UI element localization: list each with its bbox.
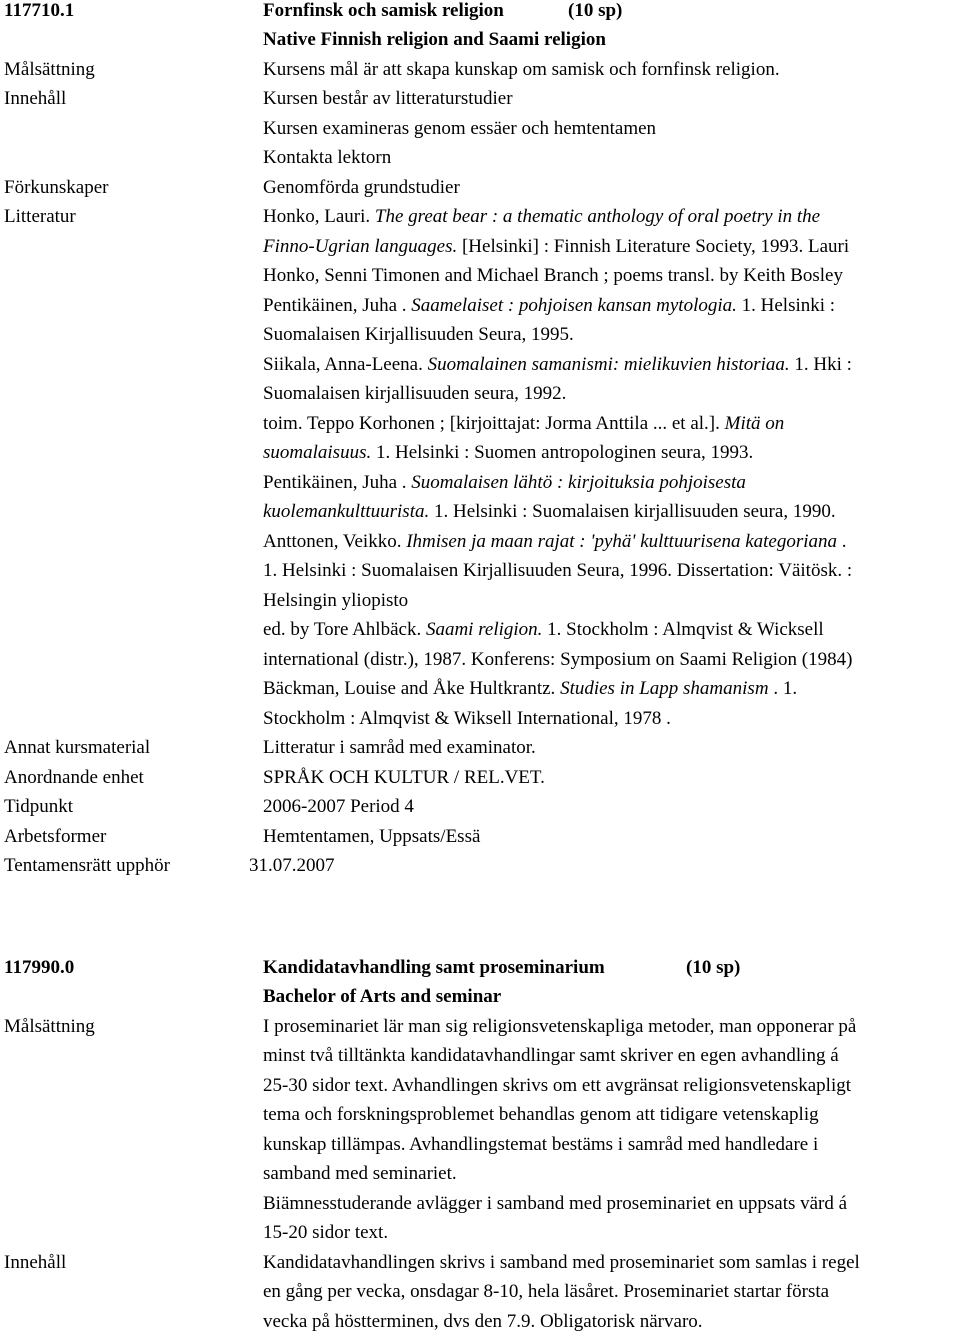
innehall-line: vecka på höstterminen, dvs den 7.9. Obligatorisk närvaro. (263, 1311, 703, 1332)
literature-line: suomalaisuus. 1. Helsinki : Suomen antropologinen seura, 1993. (263, 442, 754, 463)
literature-line: Honko, Lauri. The great bear : a thematic anthology of oral poetry in the (263, 206, 821, 227)
malsattning-line: kunskap tillämpas. Avhandlingstemat bestäms i samråd med handledare i (263, 1134, 819, 1155)
annat-kursmaterial-text: Litteratur i samråd med examinator. (263, 737, 536, 758)
innehall-line: Kontakta lektorn (263, 147, 392, 168)
innehall-line: Kursen består av litteraturstudier (263, 88, 513, 109)
label-forkunskaper: Förkunskaper (4, 177, 109, 198)
literature-line: Honko, Senni Timonen and Michael Branch ; poems transl. by Keith Bosley (263, 265, 843, 286)
label-anordnande-enhet: Anordnande enhet (4, 767, 144, 788)
label-malsattning: Målsättning (4, 59, 95, 80)
course-credits: (10 sp) (686, 957, 741, 978)
literature-line: kuolemankulttuurista. 1. Helsinki : Suomalaisen kirjallisuuden seura, 1990. (263, 501, 836, 522)
literature-line: Pentikäinen, Juha . Suomalaisen lähtö : kirjoituksia pohjoisesta (263, 472, 746, 493)
label-malsattning: Målsättning (4, 1016, 95, 1037)
literature-line: Bäckman, Louise and Åke Hultkrantz. Studies in Lapp shamanism . 1. (263, 678, 798, 699)
literature-line: toim. Teppo Korhonen ; [kirjoittajat: Jorma Anttila ... et al.]. Mitä on (263, 413, 785, 434)
literature-line: Suomalaisen Kirjallisuuden Seura, 1995. (263, 324, 574, 345)
label-innehall: Innehåll (4, 1252, 67, 1273)
literature-line: 1. Helsinki : Suomalaisen Kirjallisuuden Seura, 1996. Dissertation: Väitösk. : (263, 560, 853, 581)
malsattning-line: 15-20 sidor text. (263, 1222, 389, 1243)
literature-line: Suomalaisen kirjallisuuden seura, 1992. (263, 383, 567, 404)
literature-line: Anttonen, Veikko. Ihmisen ja maan rajat : 'pyhä' kulttuurisena kategoriana . (263, 531, 847, 552)
tidpunkt-text: 2006-2007 Period 4 (263, 796, 414, 817)
course-title-en: Bachelor of Arts and seminar (263, 986, 502, 1007)
course-code: 117990.0 (4, 957, 75, 978)
tentamensratt-text: 31.07.2007 (249, 855, 335, 876)
label-tentamensratt: Tentamensrätt upphör (4, 855, 170, 876)
forkunskaper-text: Genomförda grundstudier (263, 177, 460, 198)
literature-line: Finno-Ugrian languages. [Helsinki] : Finnish Literature Society, 1993. Lauri (263, 236, 850, 257)
literature-line: Siikala, Anna-Leena. Suomalainen samanismi: mielikuvien historiaa. 1. Hki : (263, 354, 852, 375)
course-credits: (10 sp) (568, 0, 623, 21)
anordnande-enhet-text: SPRÅK OCH KULTUR / REL.VET. (263, 767, 545, 788)
label-annat-kursmaterial: Annat kursmaterial (4, 737, 151, 758)
malsattning-text: Kursens mål är att skapa kunskap om samisk och fornfinsk religion. (263, 59, 780, 80)
arbetsformer-text: Hemtentamen, Uppsats/Essä (263, 826, 481, 847)
innehall-line: Kursen examineras genom essäer och hemtentamen (263, 118, 657, 139)
literature-line: Helsingin yliopisto (263, 590, 409, 611)
innehall-line: Kandidatavhandlingen skrivs i samband med proseminariet som samlas i regel (263, 1252, 860, 1273)
malsattning-line: I proseminariet lär man sig religionsvetenskapliga metoder, man opponerar på (263, 1016, 857, 1037)
course-title: Fornfinsk och samisk religion (263, 0, 504, 21)
course-title: Kandidatavhandling samt proseminarium (263, 957, 605, 978)
label-litteratur: Litteratur (4, 206, 76, 227)
innehall-line: en gång per vecka, onsdagar 8-10, hela läsåret. Proseminariet startar första (263, 1281, 830, 1302)
literature-line: ed. by Tore Ahlbäck. Saami religion. 1. Stockholm : Almqvist & Wicksell (263, 619, 824, 640)
malsattning-line: tema och forskningsproblemet behandlas genom att tidigare vetenskaplig (263, 1104, 819, 1125)
malsattning-line: Biämnesstuderande avlägger i samband med proseminariet en uppsats värd á (263, 1193, 848, 1214)
literature-line: Stockholm : Almqvist & Wiksell International, 1978 . (263, 708, 671, 729)
course-code: 117710.1 (4, 0, 75, 21)
label-innehall: Innehåll (4, 88, 67, 109)
malsattning-line: minst två tilltänkta kandidatavhandlingar samt skriver en egen avhandling á (263, 1045, 839, 1066)
malsattning-line: samband med seminariet. (263, 1163, 457, 1184)
label-arbetsformer: Arbetsformer (4, 826, 107, 847)
label-tidpunkt: Tidpunkt (4, 796, 73, 817)
literature-line: international (distr.), 1987. Konferens: Symposium on Saami Religion (1984) (263, 649, 853, 670)
literature-line: Pentikäinen, Juha . Saamelaiset : pohjoisen kansan mytologia. 1. Helsinki : (263, 295, 836, 316)
malsattning-line: 25-30 sidor text. Avhandlingen skrivs om ett avgränsat religionsvetenskapligt (263, 1075, 852, 1096)
course-title-en: Native Finnish religion and Saami religion (263, 29, 606, 50)
